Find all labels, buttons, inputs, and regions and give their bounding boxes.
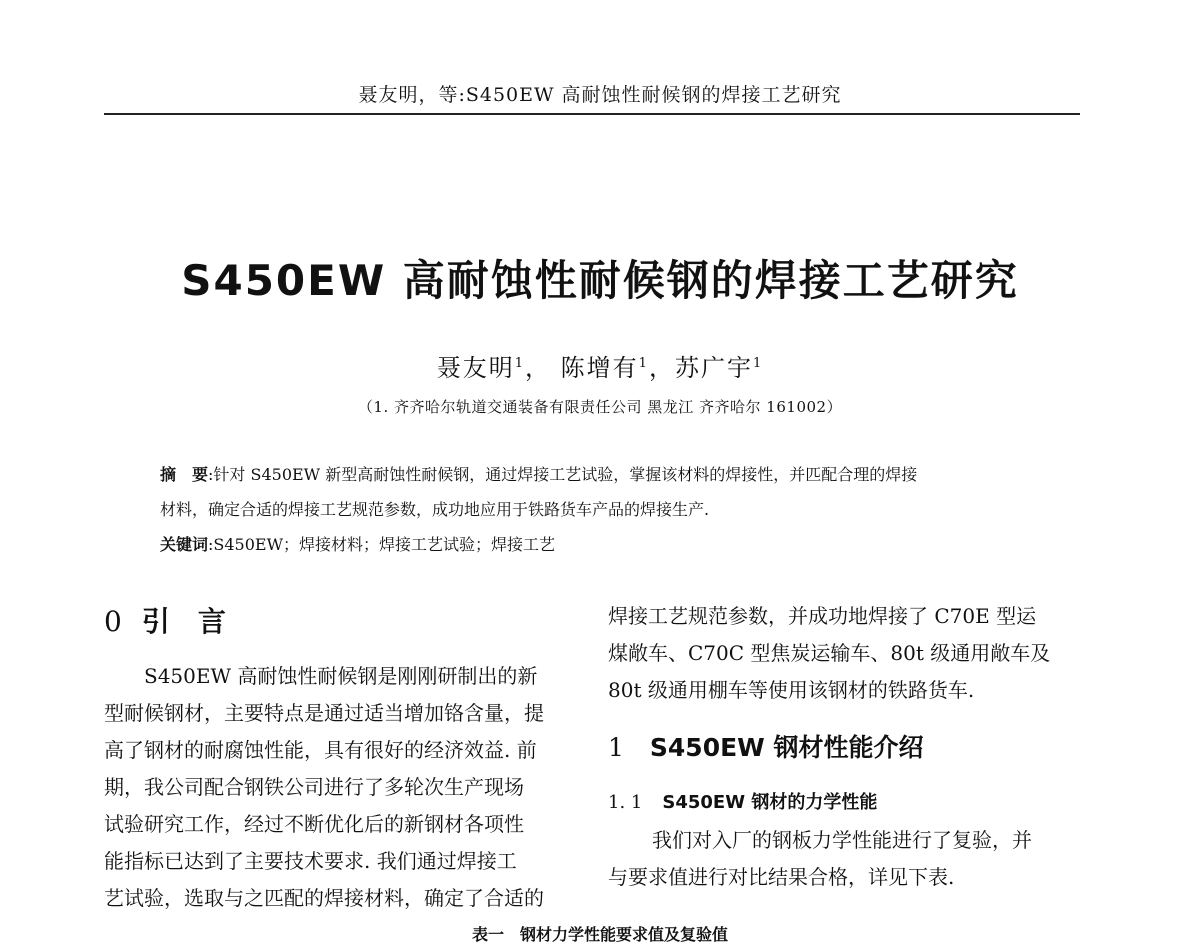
body-line: 煤敞车、C70C 型焦炭运输车、80t 级通用敞车及 (608, 641, 1051, 665)
body-line: 与要求值进行对比结果合格，详见下表. (608, 865, 955, 889)
abstract-text: :针对 S450EW 新型高耐蚀性耐候钢，通过焊接工艺试验，掌握该材料的焊接性，并匹配合理的焊接 (208, 465, 918, 484)
section-title: 引 言 (141, 605, 226, 638)
header-rule (104, 113, 1080, 115)
section-number: 1 (608, 733, 624, 762)
paper-title: S450EW 高耐蚀性耐候钢的焊接工艺研究 (181, 256, 1019, 305)
abstract-line-1 (160, 462, 917, 485)
section-title: S450EW 钢材性能介绍 (649, 733, 924, 762)
author-affiliation-mark: 1 (752, 356, 764, 371)
body-line: 能指标已达到了主要技术要求. 我们通过焊接工 (104, 849, 517, 873)
subsection-1-1-heading (608, 788, 877, 814)
body-line: 我们对入厂的钢板力学性能进行了复验，并 (652, 828, 1032, 852)
affiliation: （1. 齐齐哈尔轨道交通装备有限责任公司 黑龙江 齐齐哈尔 161002） (357, 398, 843, 416)
body-line: 高了钢材的耐腐蚀性能，具有很好的经济效益. 前 (104, 738, 537, 762)
keywords-text: :S450EW；焊接材料；焊接工艺试验；焊接工艺 (208, 535, 556, 554)
author-affiliation-mark: 1 (514, 356, 526, 371)
body-line: 焊接工艺规范参数，并成功地焊接了 C70E 型运 (608, 604, 1037, 628)
body-line: 80t 级通用棚车等使用该钢材的铁路货车. (608, 678, 975, 702)
running-header: 聂友明，等:S450EW 高耐蚀性耐候钢的焊接工艺研究 (358, 84, 842, 106)
keywords-label: 关键词 (160, 535, 209, 554)
body-line: 期，我公司配合钢铁公司进行了多轮次生产现场 (104, 775, 524, 799)
abstract-line-2: 材料，确定合适的焊接工艺规范参数，成功地应用于铁路货车产品的焊接生产. (160, 500, 710, 519)
subsection-number: 1. 1 (608, 792, 643, 813)
author-affiliation-mark: 1 (638, 356, 649, 371)
body-line: 艺试验，选取与之匹配的焊接材料，确定了合适的 (104, 886, 544, 910)
subsection-title: S450EW 钢材的力学性能 (662, 792, 878, 813)
author-name: 陈增有 (560, 354, 639, 382)
table-caption: 表一 钢材力学性能要求值及复验值 (471, 925, 728, 944)
body-line: S450EW 高耐蚀性耐候钢是刚刚研制出的新 (144, 664, 538, 688)
abstract-label: 摘 要 (160, 465, 209, 484)
section-1-heading (608, 728, 923, 764)
keywords-line (160, 532, 555, 555)
author-name: 聂友明 (436, 354, 515, 382)
author-separator: ， (648, 354, 675, 382)
section-0-heading (104, 600, 226, 640)
author-list (0, 348, 1200, 383)
body-line: 试验研究工作，经过不断优化后的新钢材各项性 (104, 812, 524, 836)
author-name: 苏广宇 (674, 354, 753, 382)
section-number: 0 (104, 605, 122, 638)
body-line: 型耐候钢材，主要特点是通过适当增加铬含量，提 (104, 701, 544, 725)
author-separator: ， (525, 354, 561, 382)
